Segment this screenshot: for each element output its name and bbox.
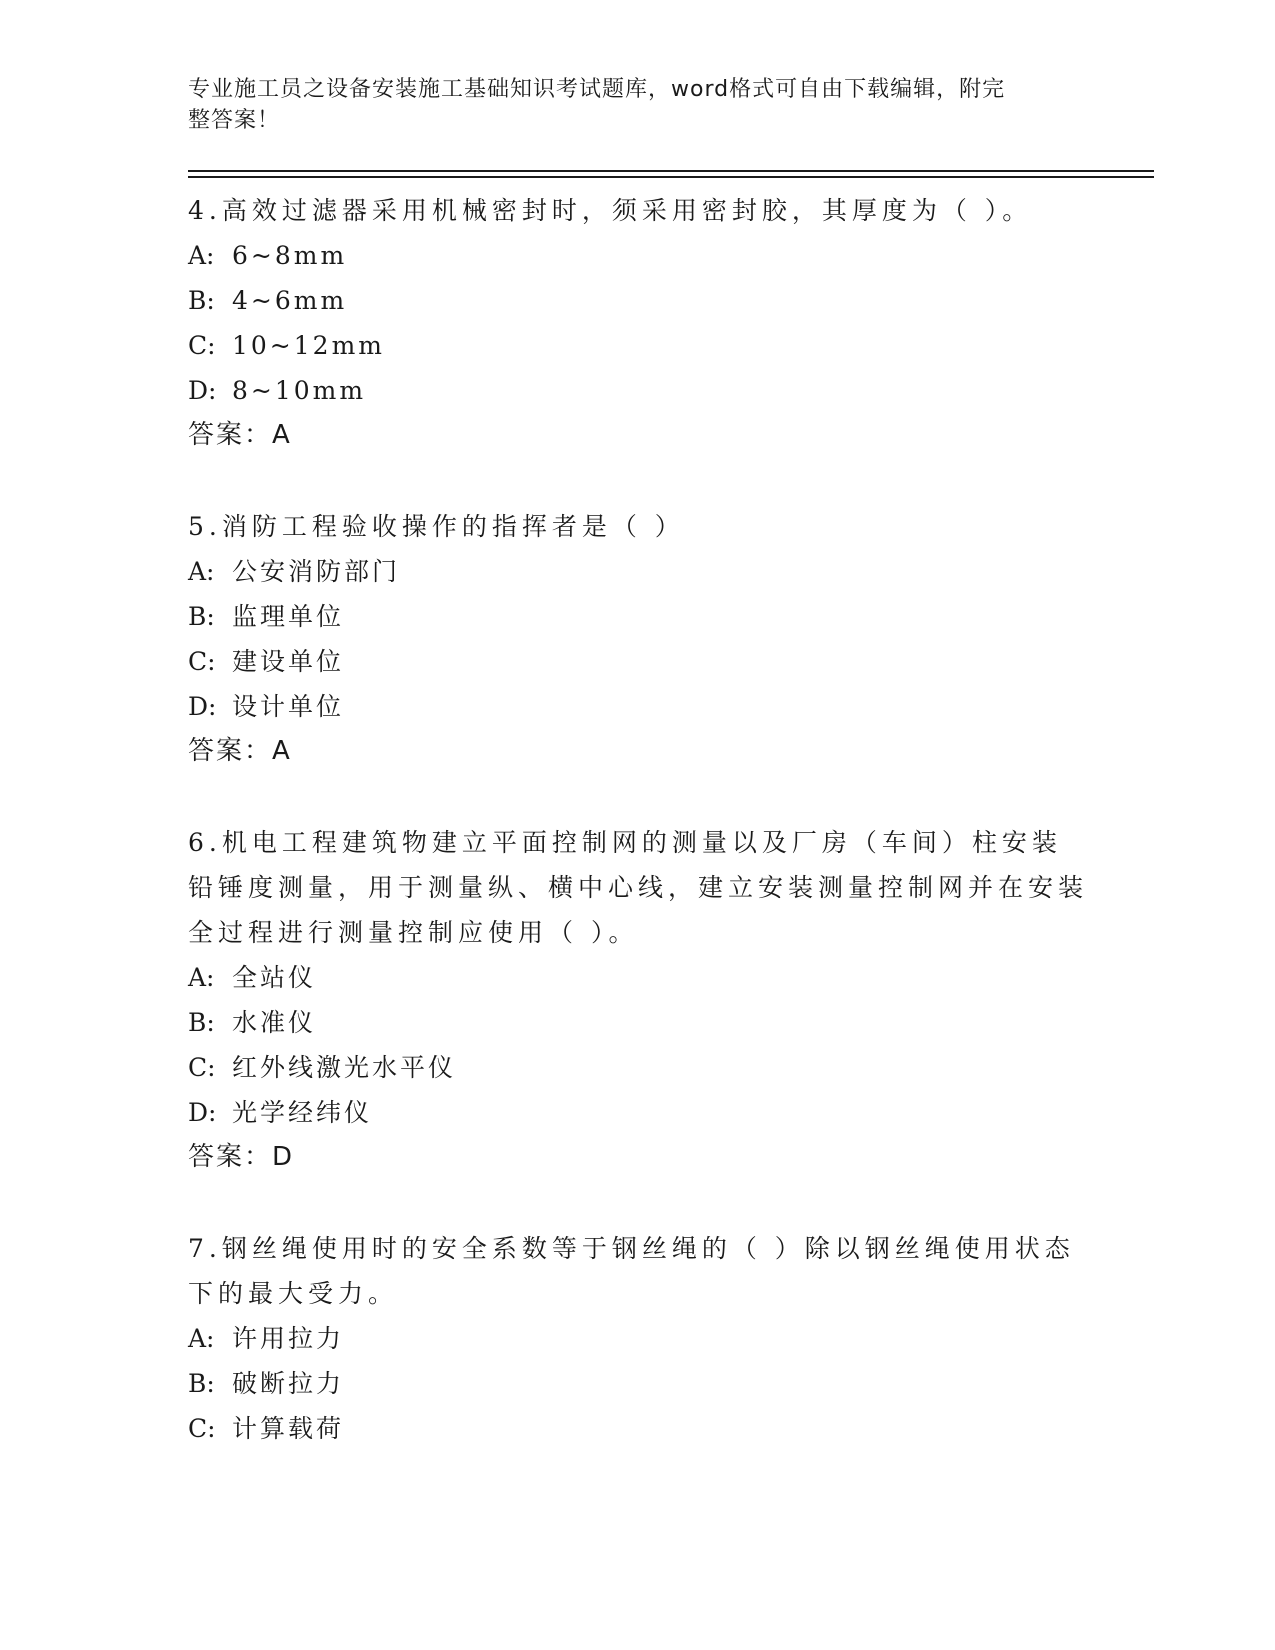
question-7 <box>188 1226 1088 1451</box>
option-text: 计算载荷 <box>232 1414 345 1443</box>
option-letter: A: <box>188 557 215 586</box>
option-letter: A: <box>188 1324 215 1353</box>
option-a <box>188 955 1088 1000</box>
header-line-1: 专业施工员之设备安装施工基础知识考试题库，word格式可自由下载编辑，附完 <box>188 77 1006 102</box>
option-text: 全站仪 <box>232 963 317 992</box>
option-text: 8~10mm <box>232 376 367 405</box>
question-5 <box>188 504 1088 774</box>
option-text: 光学经纬仪 <box>232 1098 373 1127</box>
option-letter: B: <box>188 602 215 631</box>
option-letter: C: <box>188 647 216 676</box>
option-letter: B: <box>188 286 215 315</box>
answer: 答案：D <box>188 1142 295 1172</box>
option-text: 公安消防部门 <box>232 557 401 586</box>
option-a <box>188 1316 1088 1361</box>
option-a <box>188 549 1088 594</box>
header-rule-top <box>188 170 1154 172</box>
option-text: 水准仪 <box>232 1008 317 1037</box>
option-text: 许用拉力 <box>232 1324 345 1353</box>
option-a <box>188 233 1088 278</box>
option-b <box>188 1361 1088 1406</box>
option-letter: C: <box>188 331 216 360</box>
question-4 <box>188 188 1088 458</box>
option-text: 破断拉力 <box>232 1369 345 1398</box>
option-letter: A: <box>188 963 215 992</box>
option-text: 4~6mm <box>232 286 348 315</box>
option-b <box>188 278 1088 323</box>
option-letter: A: <box>188 241 215 270</box>
document-header <box>188 74 1068 136</box>
option-text: 设计单位 <box>232 692 345 721</box>
question-list <box>188 188 1088 1497</box>
question-text: 6.机电工程建筑物建立平面控制网的测量以及厂房（车间）柱安装铅锤度测量，用于测量纵、横中心线，建立安装测量控制网并在安装全过程进行测量控制应使用（ ）。 <box>188 828 1089 947</box>
option-letter: B: <box>188 1369 215 1398</box>
option-letter: B: <box>188 1008 215 1037</box>
option-c <box>188 639 1088 684</box>
option-text: 6~8mm <box>232 241 348 270</box>
option-text: 监理单位 <box>232 602 345 631</box>
option-letter: C: <box>188 1053 216 1082</box>
option-d <box>188 368 1088 413</box>
option-text: 10~12mm <box>232 331 385 360</box>
header-line-2: 整答案！ <box>188 108 281 133</box>
option-text: 红外线激光水平仪 <box>232 1053 457 1082</box>
option-letter: D: <box>188 376 217 405</box>
option-letter: D: <box>188 692 217 721</box>
option-c <box>188 1045 1088 1090</box>
answer: 答案：A <box>188 736 292 766</box>
question-6 <box>188 820 1088 1180</box>
option-text: 建设单位 <box>232 647 345 676</box>
answer: 答案：A <box>188 420 292 450</box>
header-rule-bottom <box>188 176 1154 178</box>
option-b <box>188 1000 1088 1045</box>
option-c <box>188 323 1088 368</box>
option-d <box>188 1090 1088 1135</box>
option-letter: D: <box>188 1098 217 1127</box>
question-text: 4.高效过滤器采用机械密封时，须采用密封胶，其厚度为（ ）。 <box>188 196 1033 225</box>
option-letter: C: <box>188 1414 216 1443</box>
option-d <box>188 684 1088 729</box>
option-b <box>188 594 1088 639</box>
option-c <box>188 1406 1088 1451</box>
question-text: 7.钢丝绳使用时的安全系数等于钢丝绳的（ ）除以钢丝绳使用状态下的最大受力。 <box>188 1234 1075 1308</box>
question-text: 5.消防工程验收操作的指挥者是（ ） <box>188 512 685 541</box>
